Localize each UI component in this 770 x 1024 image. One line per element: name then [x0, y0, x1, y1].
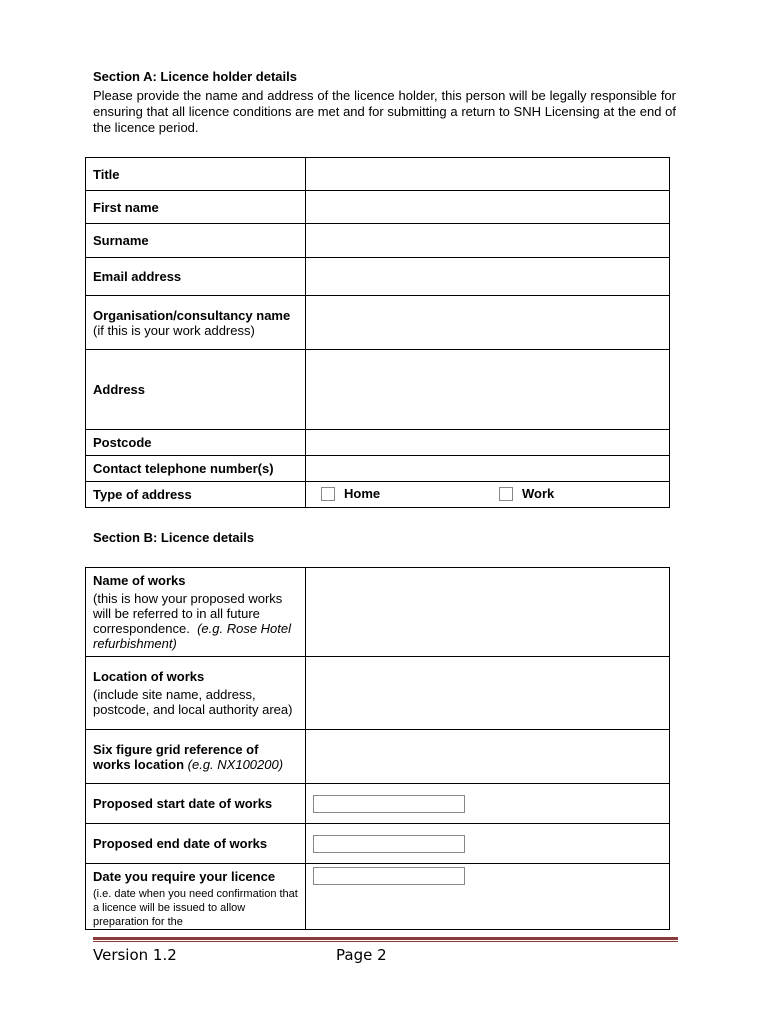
- organisation-label: [86, 296, 306, 350]
- name-of-works-title: Name of works: [93, 573, 186, 588]
- table-row: [86, 824, 670, 864]
- first-name-label: First name: [86, 191, 306, 224]
- email-label: Email address: [86, 258, 306, 296]
- surname-label: Surname: [86, 224, 306, 258]
- first-name-field[interactable]: [306, 191, 670, 224]
- organisation-label-note: (if this is your work address): [93, 322, 255, 338]
- phone-field[interactable]: [306, 456, 670, 482]
- table-row: [86, 430, 670, 456]
- end-date-input[interactable]: [313, 835, 465, 853]
- end-date-cell: [306, 824, 670, 864]
- grid-reference-example: (e.g. NX100200): [187, 756, 284, 772]
- start-date-cell: [306, 784, 670, 824]
- table-row: [86, 158, 670, 191]
- name-of-works-note: [93, 591, 298, 651]
- section-a-heading: Section A: Licence holder details: [93, 69, 297, 84]
- work-checkbox[interactable]: [499, 487, 513, 501]
- footer-version: Version 1.2: [93, 946, 177, 964]
- table-row: [86, 864, 670, 930]
- home-checkbox[interactable]: [321, 487, 335, 501]
- table-row: [86, 482, 670, 508]
- table-row: [86, 784, 670, 824]
- table-row: [86, 296, 670, 350]
- email-field[interactable]: [306, 258, 670, 296]
- start-date-label: Proposed start date of works: [86, 784, 306, 824]
- table-row: [86, 730, 670, 784]
- postcode-label: Postcode: [86, 430, 306, 456]
- require-date-input[interactable]: [313, 867, 465, 885]
- address-type-options: [306, 482, 670, 508]
- require-date-title: Date you require your licence: [93, 869, 276, 884]
- table-row: [86, 258, 670, 296]
- address-field[interactable]: [306, 350, 670, 430]
- licence-holder-table: [85, 157, 670, 508]
- section-a-intro: Please provide the name and address of the licence holder, this person will be legally responsible for ensuring that all licence conditions are met and for submitting a return to SNH Licensing at the end of the licence period.: [93, 88, 676, 135]
- home-label: Home: [344, 486, 381, 501]
- footer-page-number: Page 2: [336, 946, 387, 964]
- name-of-works-field[interactable]: [306, 568, 670, 657]
- grid-reference-label: [86, 730, 306, 784]
- grid-reference-title: Six figure grid reference of works location: [93, 741, 259, 772]
- licence-details-table: [85, 567, 670, 930]
- organisation-label-bold: Organisation/consultancy name: [93, 307, 291, 323]
- work-option[interactable]: [499, 486, 554, 501]
- table-row: [86, 568, 670, 657]
- end-date-label: Proposed end date of works: [86, 824, 306, 864]
- name-of-works-label: [86, 568, 306, 657]
- table-row: [86, 191, 670, 224]
- postcode-field[interactable]: [306, 430, 670, 456]
- address-type-label: Type of address: [86, 482, 306, 508]
- phone-label: Contact telephone number(s): [86, 456, 306, 482]
- start-date-input[interactable]: [313, 795, 465, 813]
- section-b-heading: Section B: Licence details: [93, 530, 255, 545]
- footer-divider: [93, 937, 678, 940]
- title-field[interactable]: [306, 158, 670, 191]
- surname-field[interactable]: [306, 224, 670, 258]
- organisation-field[interactable]: [306, 296, 670, 350]
- home-option[interactable]: [321, 486, 380, 501]
- work-label: Work: [522, 486, 555, 501]
- table-row: [86, 456, 670, 482]
- require-date-cell: [306, 864, 670, 930]
- location-of-works-label: [86, 657, 306, 730]
- table-row: [86, 657, 670, 730]
- name-of-works-example: (e.g. Rose Hotel refurbishment): [93, 621, 292, 651]
- title-label: Title: [86, 158, 306, 191]
- location-of-works-note: (include site name, address, postcode, and local authority area): [93, 687, 293, 717]
- require-date-note: (i.e. date when you need confirmation that a licence will be issued to allow preparation for the: [93, 888, 298, 928]
- table-row: [86, 224, 670, 258]
- grid-reference-field[interactable]: [306, 730, 670, 784]
- require-date-label: [86, 864, 306, 930]
- location-of-works-title: Location of works: [93, 669, 205, 684]
- table-row: [86, 350, 670, 430]
- name-of-works-note-text: (this is how your proposed works will be referred to in all future correspondence.: [93, 591, 283, 636]
- footer-divider-thin: [93, 941, 678, 942]
- location-of-works-field[interactable]: [306, 657, 670, 730]
- address-label: Address: [86, 350, 306, 430]
